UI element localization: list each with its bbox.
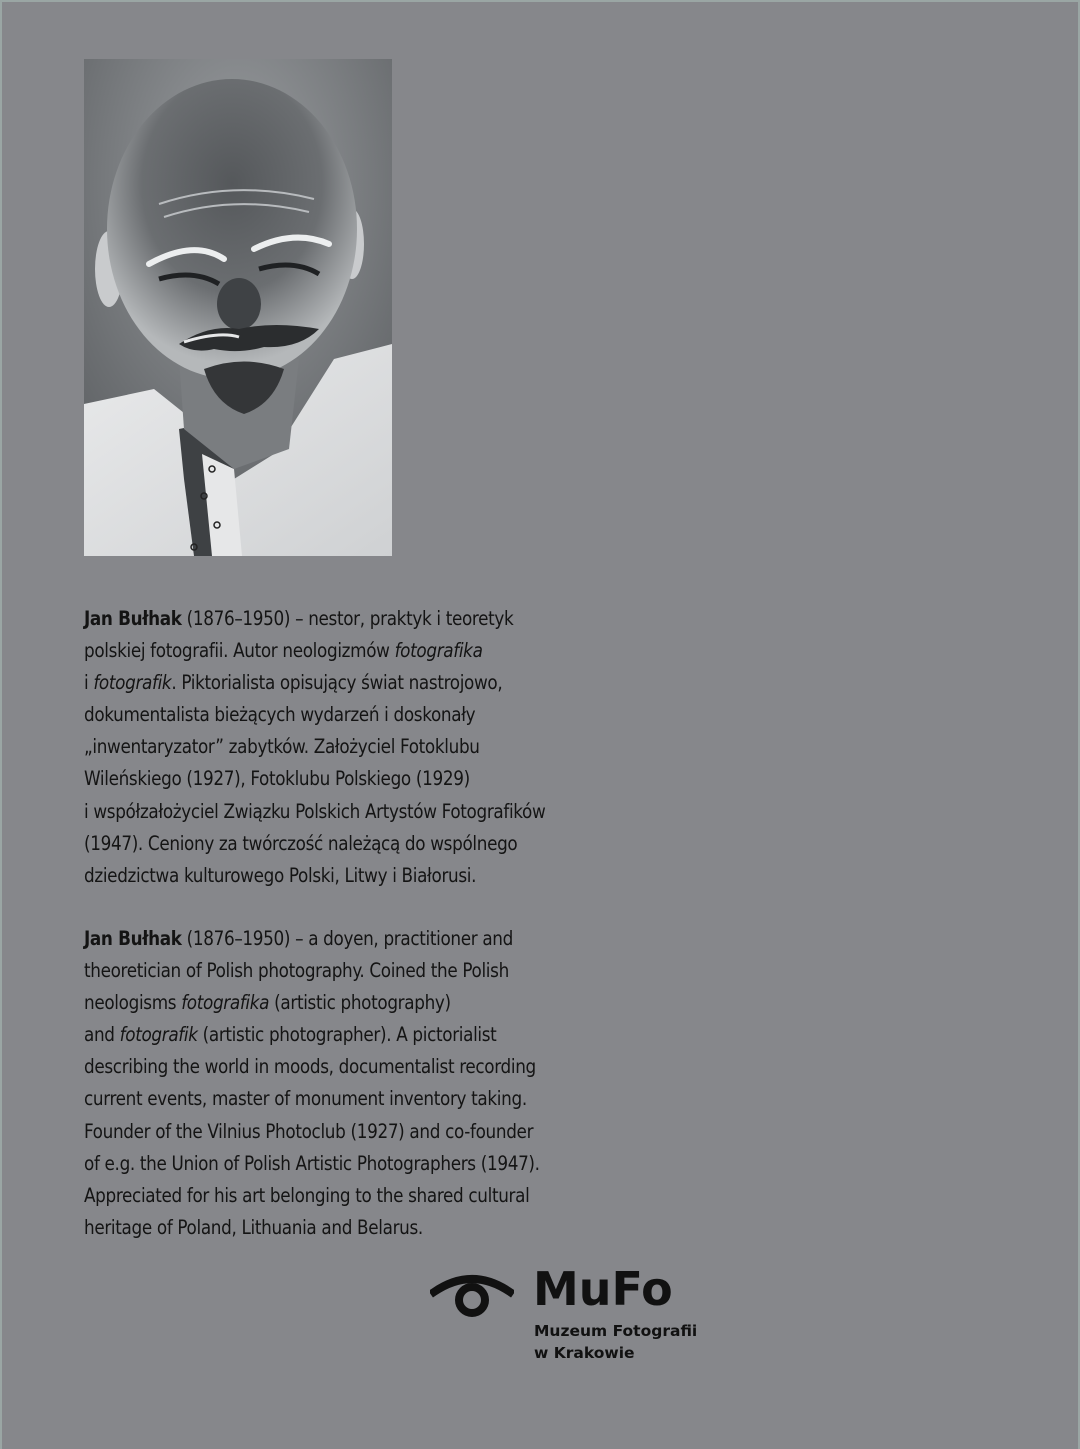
logo-subtitle-line-1: Muzeum Fotografii <box>534 1322 698 1340</box>
bio-text: (artistic photography) <box>269 991 451 1015</box>
bio-text: heritage of Poland, Lithuania and Belarus. <box>84 1215 423 1239</box>
bio-line <box>84 860 621 892</box>
bio-text: Appreciated for his art belonging to the shared cultural <box>84 1183 530 1207</box>
bio-text: neologisms <box>84 991 182 1015</box>
bio-line <box>84 763 621 795</box>
bio-text: of e.g. the Union of Polish Artistic Photographers (1947). <box>84 1151 540 1175</box>
bio-text: current events, master of monument inventory taking. <box>84 1087 527 1111</box>
logo-subtitle <box>534 1320 697 1364</box>
bio-text: i <box>84 671 94 695</box>
page-edge-top <box>0 0 1080 2</box>
bio-line <box>84 667 621 699</box>
bio-line <box>84 1083 621 1115</box>
bio-line <box>84 1019 621 1051</box>
biography-polish <box>84 603 621 892</box>
bio-text: theoretician of Polish photography. Coined the Polish <box>84 959 509 983</box>
bio-text: (1876–1950) – a doyen, practitioner and <box>181 927 513 950</box>
bio-text: dokumentalista bieżących wydarzeń i doskonały <box>84 703 476 727</box>
bio-line <box>84 699 621 731</box>
bio-line <box>84 731 621 763</box>
bio-line <box>84 828 621 860</box>
bio-line <box>84 1180 621 1212</box>
portrait-photo <box>84 59 392 556</box>
bio-text: (1876–1950) – nestor, praktyk i teoretyk <box>181 607 514 630</box>
biography-english <box>84 923 621 1244</box>
italic-term: fotografik <box>93 671 172 695</box>
italic-term: fotografika <box>394 639 483 663</box>
bio-line <box>84 1212 621 1244</box>
mufo-logo <box>430 1262 700 1368</box>
bio-line <box>84 1148 621 1180</box>
bio-text: Founder of the Vilnius Photoclub (1927) and co-founder <box>84 1119 534 1143</box>
bio-text: (1947). Ceniony za twórczość należącą do wspólnego <box>84 831 518 855</box>
bio-text: (artistic photographer). A pictorialist <box>197 1023 497 1047</box>
bio-line <box>84 603 621 635</box>
bio-line <box>84 635 621 667</box>
bio-text: . Piktorialista opisujący świat nastrojowo, <box>171 671 503 695</box>
author-name: Jan Bułhak <box>84 607 182 630</box>
bio-line <box>84 987 621 1019</box>
bio-line <box>84 955 621 987</box>
bio-text: polskiej fotografii. Autor neologizmów <box>84 639 395 663</box>
bio-text: Wileńskiego (1927), Fotoklubu Polskiego (1929) <box>84 767 470 791</box>
bio-line <box>84 1051 621 1083</box>
logo-subtitle-line-2: w Krakowie <box>534 1344 635 1362</box>
italic-term: fotografik <box>119 1023 198 1047</box>
bio-text: describing the world in moods, documentalist recording <box>84 1055 536 1079</box>
bio-line <box>84 923 621 955</box>
bio-line <box>84 796 621 828</box>
portrait-illustration <box>84 59 392 556</box>
author-name: Jan Bułhak <box>84 927 182 950</box>
logo-wordmark: MuFo <box>533 1262 673 1316</box>
italic-term: fotografika <box>181 991 270 1015</box>
bio-text: i współzałożyciel Związku Polskich Artystów Fotografików <box>84 799 546 823</box>
page-edge-left <box>0 0 2 1449</box>
bio-text: dziedzictwa kulturowego Polski, Litwy i Białorusi. <box>84 863 477 887</box>
bio-line <box>84 1116 621 1148</box>
bio-text: and <box>84 1023 120 1047</box>
bio-text: „inwentaryzator” zabytków. Założyciel Fotoklubu <box>84 735 480 759</box>
eye-icon <box>430 1272 514 1318</box>
